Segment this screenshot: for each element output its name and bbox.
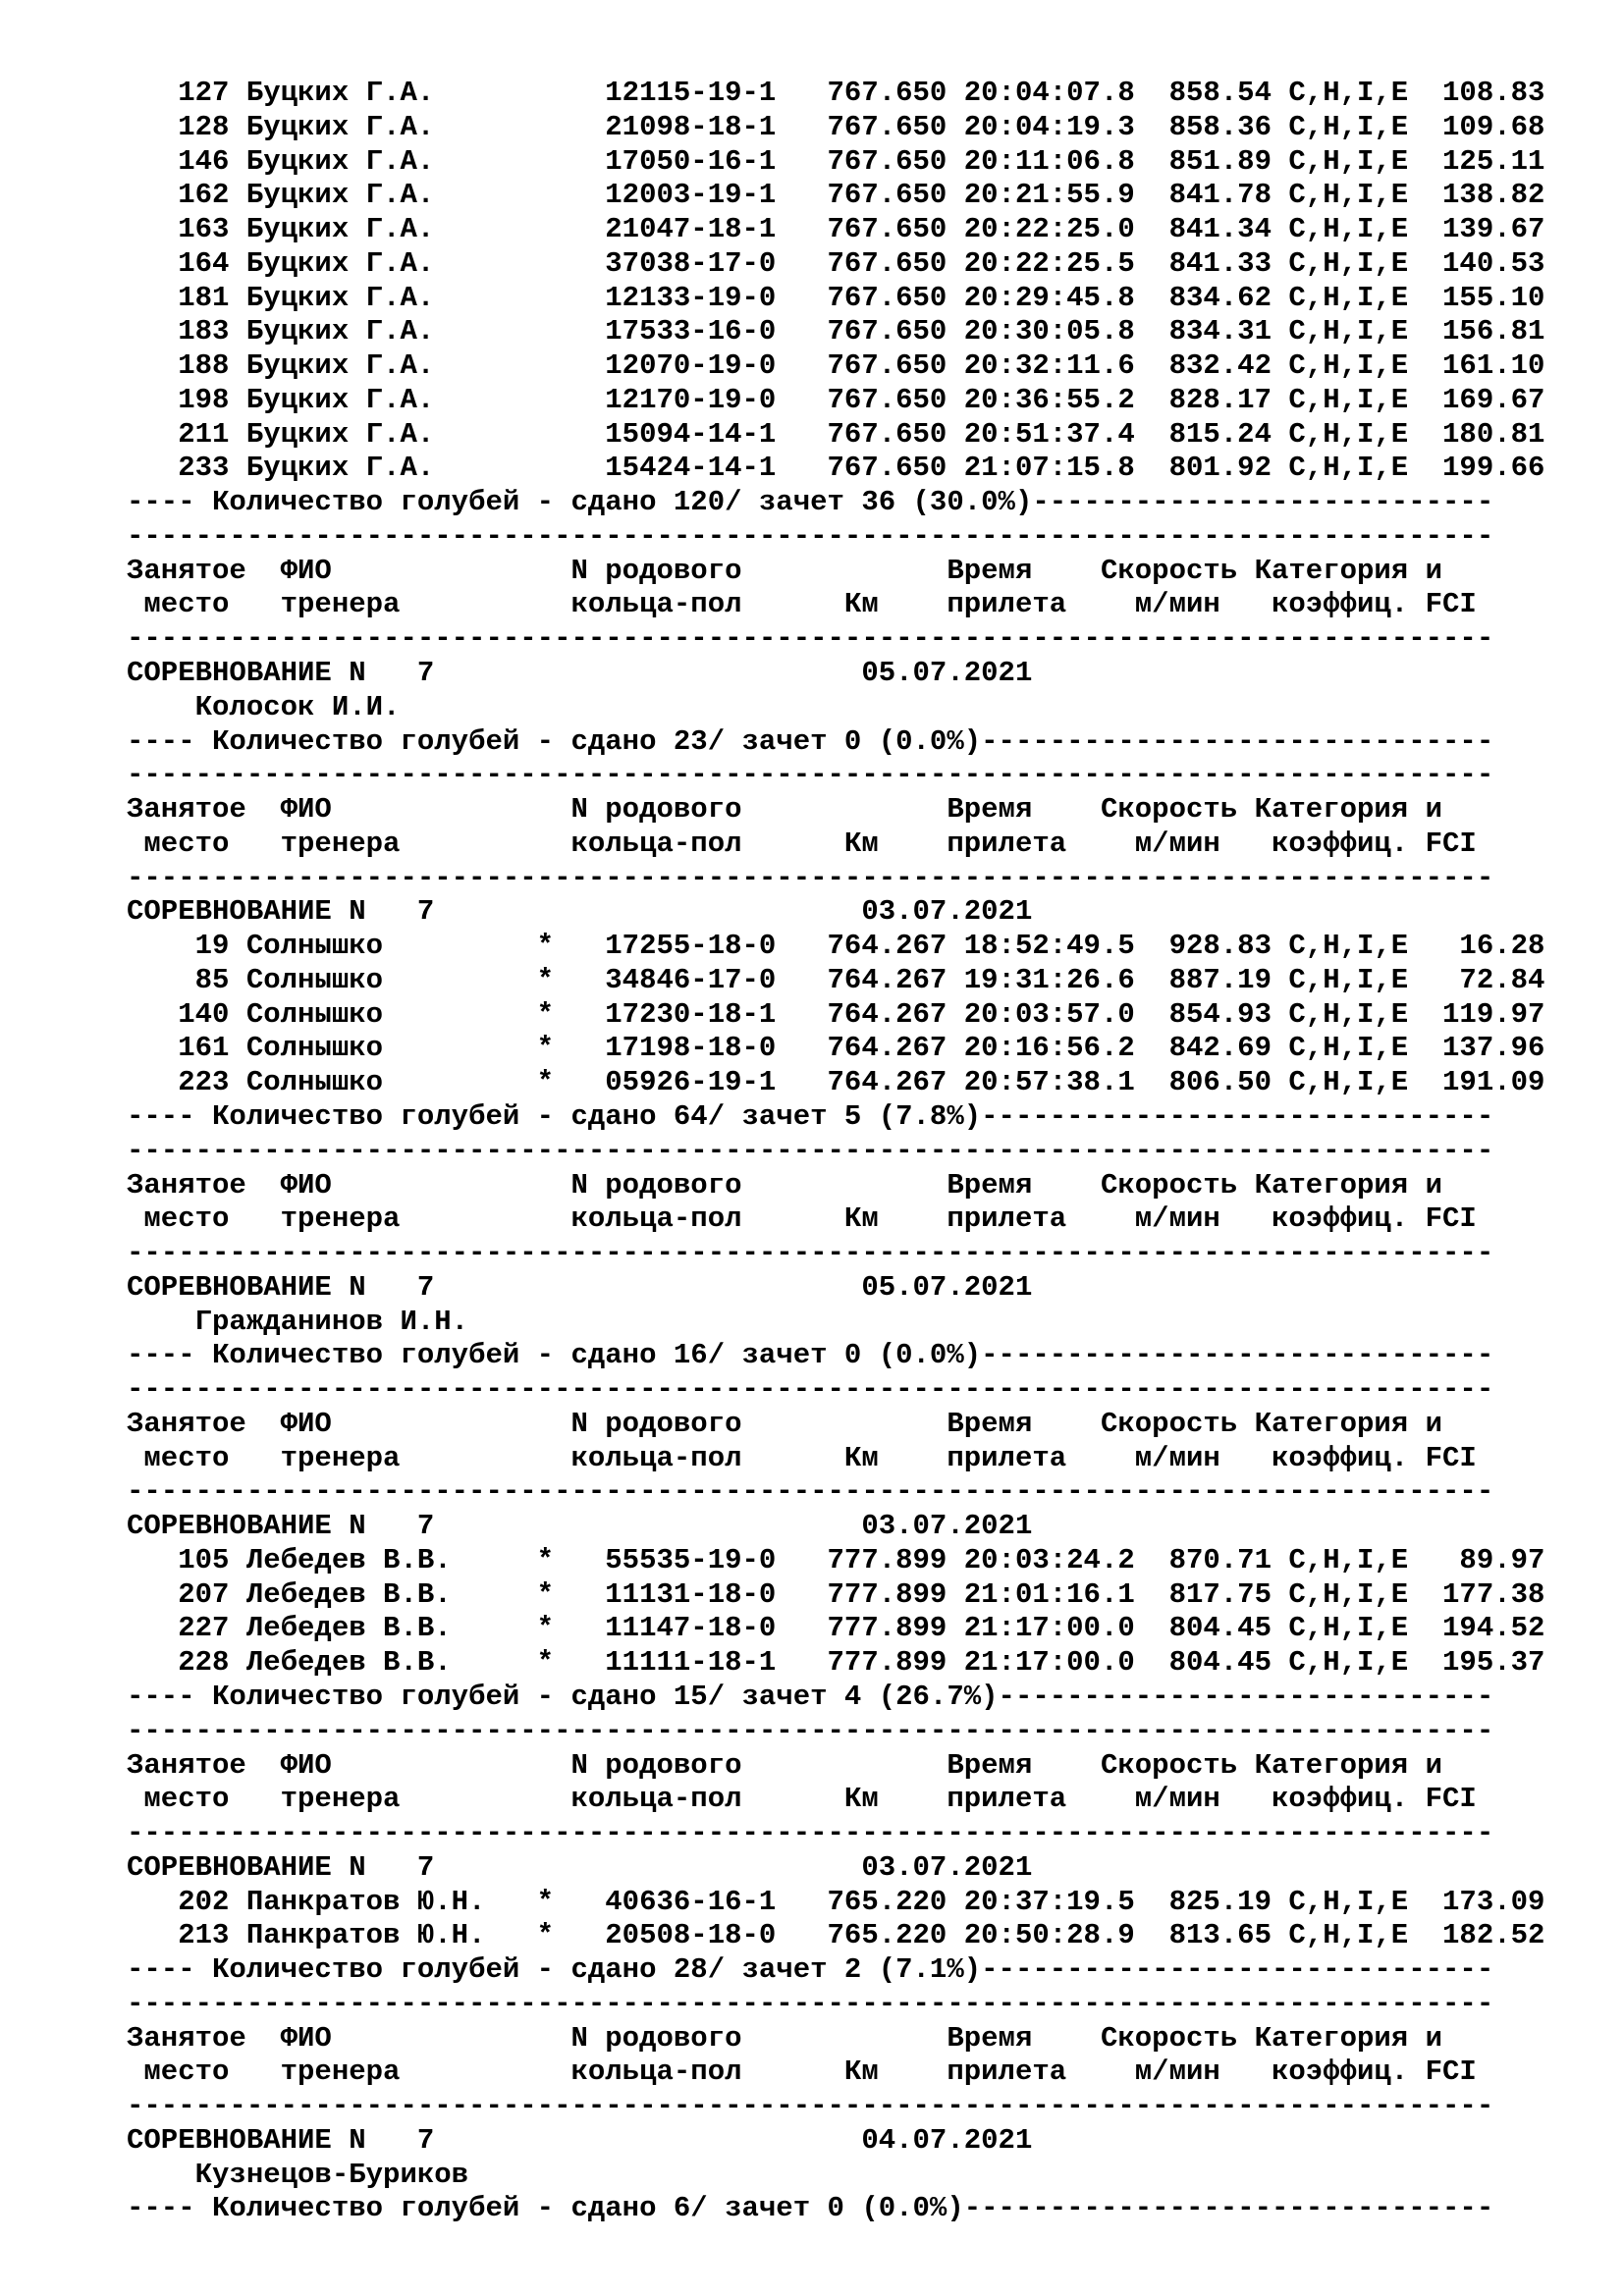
column-header-row-2: место тренера кольца-пол Км прилета м/мин коэффиц. FCI — [127, 2056, 1477, 2089]
summary-line: ---- Количество голубей - сдано 28/ зачет 2 (7.1%)------------------------------ — [127, 1953, 1494, 1987]
result-row: 207 Лебедев В.В. * 11131-18-0 777.899 21:01:16.1 817.75 C,H,I,E 177.38 — [127, 1577, 1545, 1611]
result-row: 163 Буцких Г.А. 21047-18-1 767.650 20:22:25.0 841.34 C,H,I,E 139.67 — [127, 213, 1545, 246]
separator-line: -------------------------------------------------------------------------------- — [127, 861, 1494, 894]
result-row: 162 Буцких Г.А. 12003-19-1 767.650 20:21:55.9 841.78 C,H,I,E 138.82 — [127, 179, 1545, 212]
result-row: 19 Солнышко * 17255-18-0 764.267 18:52:49.5 928.83 C,H,I,E 16.28 — [127, 930, 1545, 963]
competition-heading: СОРЕВНОВАНИЕ N 7 05.07.2021 — [127, 1270, 1033, 1304]
column-header-row-1: Занятое ФИО N родового Время Скорость Категория и — [127, 1407, 1443, 1440]
column-header-row-2: место тренера кольца-пол Км прилета м/мин коэффиц. FCI — [127, 1202, 1477, 1236]
separator-line: -------------------------------------------------------------------------------- — [127, 1134, 1494, 1167]
summary-line: ---- Количество голубей - сдано 15/ зачет 4 (26.7%)----------------------------- — [127, 1680, 1494, 1713]
competition-heading: СОРЕВНОВАНИЕ N 7 04.07.2021 — [127, 2123, 1033, 2157]
result-row: 198 Буцких Г.А. 12170-19-0 767.650 20:36:55.2 828.17 C,H,I,E 169.67 — [127, 383, 1545, 416]
column-header-row-1: Занятое ФИО N родового Время Скорость Категория и — [127, 793, 1443, 827]
trainer-name: Колосок И.И. — [127, 690, 401, 723]
column-header-row-1: Занятое ФИО N родового Время Скорость Категория и — [127, 1168, 1443, 1201]
trainer-name: Гражданинов И.Н. — [127, 1305, 469, 1338]
separator-line: -------------------------------------------------------------------------------- — [127, 622, 1494, 656]
result-row: 85 Солнышко * 34846-17-0 764.267 19:31:26.6 887.19 C,H,I,E 72.84 — [127, 963, 1545, 996]
separator-line: -------------------------------------------------------------------------------- — [127, 759, 1494, 792]
separator-line: -------------------------------------------------------------------------------- — [127, 1237, 1494, 1270]
result-row: 202 Панкратов Ю.Н. * 40636-16-1 765.220 20:37:19.5 825.19 C,H,I,E 173.09 — [127, 1885, 1545, 1918]
separator-line: -------------------------------------------------------------------------------- — [127, 1987, 1494, 2020]
result-row: 140 Солнышко * 17230-18-1 764.267 20:03:57.0 854.93 C,H,I,E 119.97 — [127, 997, 1545, 1031]
column-header-row-2: место тренера кольца-пол Км прилета м/мин коэффиц. FCI — [127, 588, 1477, 621]
separator-line: -------------------------------------------------------------------------------- — [127, 2090, 1494, 2123]
summary-line: ---- Количество голубей - сдано 120/ зачет 36 (30.0%)--------------------------- — [127, 486, 1494, 519]
result-row: 188 Буцких Г.А. 12070-19-0 767.650 20:32:11.6 832.42 C,H,I,E 161.10 — [127, 349, 1545, 383]
separator-line: -------------------------------------------------------------------------------- — [127, 1714, 1494, 1747]
separator-line: -------------------------------------------------------------------------------- — [127, 1373, 1494, 1407]
separator-line: -------------------------------------------------------------------------------- — [127, 1817, 1494, 1850]
competition-heading: СОРЕВНОВАНИЕ N 7 03.07.2021 — [127, 1850, 1033, 1884]
result-row: 227 Лебедев В.В. * 11147-18-0 777.899 21:17:00.0 804.45 C,H,I,E 194.52 — [127, 1612, 1545, 1645]
competition-heading: СОРЕВНОВАНИЕ N 7 03.07.2021 — [127, 1510, 1033, 1543]
result-row: 223 Солнышко * 05926-19-1 764.267 20:57:38.1 806.50 C,H,I,E 191.09 — [127, 1066, 1545, 1099]
result-row: 181 Буцких Г.А. 12133-19-0 767.650 20:29:45.8 834.62 C,H,I,E 155.10 — [127, 281, 1545, 314]
column-header-row-1: Занятое ФИО N родового Время Скорость Категория и — [127, 554, 1443, 587]
column-header-row-2: место тренера кольца-пол Км прилета м/мин коэффиц. FCI — [127, 827, 1477, 860]
result-row: 164 Буцких Г.А. 37038-17-0 767.650 20:22:25.5 841.33 C,H,I,E 140.53 — [127, 246, 1545, 280]
competition-heading: СОРЕВНОВАНИЕ N 7 03.07.2021 — [127, 895, 1033, 929]
result-row: 105 Лебедев В.В. * 55535-19-0 777.899 20:03:24.2 870.71 C,H,I,E 89.97 — [127, 1543, 1545, 1576]
column-header-row-1: Занятое ФИО N родового Время Скорость Категория и — [127, 1748, 1443, 1782]
summary-line: ---- Количество голубей - сдано 64/ зачет 5 (7.8%)------------------------------ — [127, 1099, 1494, 1133]
result-row: 211 Буцких Г.А. 15094-14-1 767.650 20:51:37.4 815.24 C,H,I,E 180.81 — [127, 417, 1545, 451]
result-row: 127 Буцких Г.А. 12115-19-1 767.650 20:04:07.8 858.54 C,H,I,E 108.83 — [127, 77, 1545, 109]
result-row: 228 Лебедев В.В. * 11111-18-1 777.899 21:17:00.0 804.45 C,H,I,E 195.37 — [127, 1646, 1545, 1680]
result-row: 146 Буцких Г.А. 17050-16-1 767.650 20:11:06.8 851.89 C,H,I,E 125.11 — [127, 144, 1545, 178]
separator-line: -------------------------------------------------------------------------------- — [127, 519, 1494, 553]
trainer-name: Кузнецов-Буриков — [127, 2158, 469, 2191]
separator-line: -------------------------------------------------------------------------------- — [127, 1475, 1494, 1509]
column-header-row-2: место тренера кольца-пол Км прилета м/мин коэффиц. FCI — [127, 1783, 1477, 1816]
column-header-row-1: Занятое ФИО N родового Время Скорость Категория и — [127, 2021, 1443, 2055]
result-row: 128 Буцких Г.А. 21098-18-1 767.650 20:04:19.3 858.36 C,H,I,E 109.68 — [127, 110, 1545, 143]
result-row: 161 Солнышко * 17198-18-0 764.267 20:16:56.2 842.69 C,H,I,E 137.96 — [127, 1032, 1545, 1065]
results-report — [127, 77, 1599, 2226]
summary-line: ---- Количество голубей - сдано 6/ зачет 0 (0.0%)------------------------------- — [127, 2192, 1494, 2225]
competition-heading: СОРЕВНОВАНИЕ N 7 05.07.2021 — [127, 657, 1033, 690]
result-row: 233 Буцких Г.А. 15424-14-1 767.650 21:07:15.8 801.92 C,H,I,E 199.66 — [127, 452, 1545, 485]
column-header-row-2: место тренера кольца-пол Км прилета м/мин коэффиц. FCI — [127, 1441, 1477, 1474]
summary-line: ---- Количество голубей - сдано 23/ зачет 0 (0.0%)------------------------------ — [127, 724, 1494, 758]
result-row: 183 Буцких Г.А. 17533-16-0 767.650 20:30:05.8 834.31 C,H,I,E 156.81 — [127, 315, 1545, 348]
summary-line: ---- Количество голубей - сдано 16/ зачет 0 (0.0%)------------------------------ — [127, 1339, 1494, 1372]
result-row: 213 Панкратов Ю.Н. * 20508-18-0 765.220 20:50:28.9 813.65 C,H,I,E 182.52 — [127, 1919, 1545, 1952]
